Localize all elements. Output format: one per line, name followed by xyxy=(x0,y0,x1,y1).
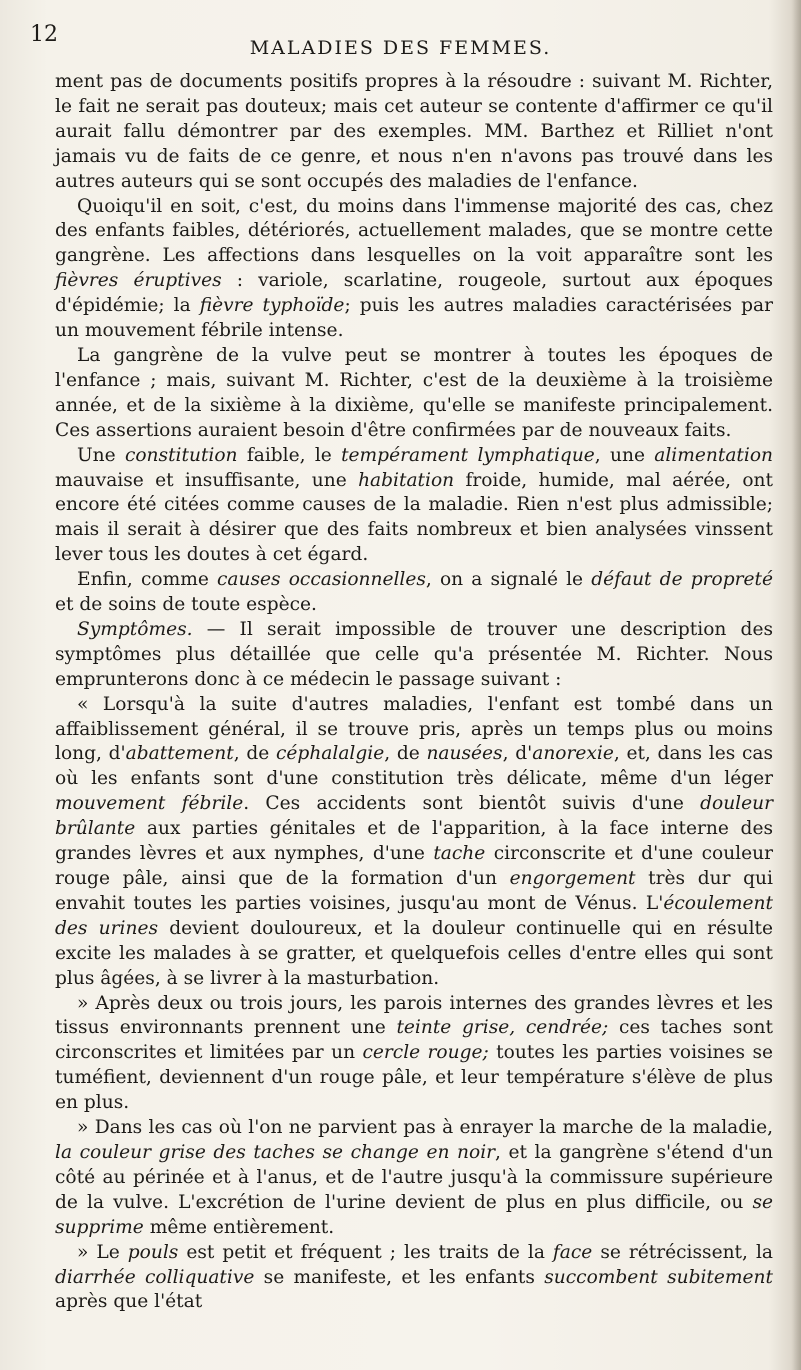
text-run: : variole, scarlatine, rougeole, surtout aux époques d'épidémie; la xyxy=(55,270,773,317)
italic-run: céphalalgie xyxy=(276,743,385,765)
italic-run: constitution xyxy=(124,444,238,466)
text-run: mauvaise et insuffisante, une xyxy=(55,469,359,491)
paragraph xyxy=(55,568,773,618)
text-run: très dur qui envahit toutes les parties voisines, jusqu'au mont de Vénus. L' xyxy=(55,868,773,914)
italic-run: nausées xyxy=(426,743,503,765)
italic-run: la couleur grise des taches se change en noir xyxy=(55,1141,496,1163)
text-run: faible, le xyxy=(237,444,342,466)
text-run: » Dans les cas où l'on ne parvient pas à enrayer la marche de la maladie, xyxy=(77,1117,773,1139)
italic-run: tempérament lymphatique xyxy=(341,444,595,466)
italic-run: écoulement des urines xyxy=(55,892,773,939)
italic-run: alimentation xyxy=(654,444,774,466)
text-run: est petit et fréquent ; les traits de la xyxy=(178,1241,553,1263)
text-run: Une xyxy=(77,444,125,466)
italic-run: Symptômes. xyxy=(77,618,193,640)
paragraph xyxy=(55,195,773,344)
text-run: froide, humide, mal aérée, ont encore été citées comme causes de la maladie. Rien n'est plus admissible; mais il serait à désirer que des faits nombreux et bien analysées vinssent lever tous les doutes à cet égard. xyxy=(55,469,773,566)
paragraph xyxy=(55,693,773,992)
italic-run: se supprime xyxy=(55,1191,773,1238)
page-edge-shadow xyxy=(791,0,801,1370)
text-run: « Lorsqu'à la suite d'autres maladies, l'enfant est tombé dans un affaiblissement général, il se trouve pris, après un temps plus ou moins long, d' xyxy=(55,693,773,765)
text-run: , de xyxy=(384,743,427,765)
text-run: , et, dans les cas où les enfants sont d'une constitution très délicate, même d'un léger xyxy=(55,743,773,790)
italic-run: abattement xyxy=(125,743,234,765)
text-run: , on a signalé le xyxy=(425,569,592,591)
italic-run: douleur brûlante xyxy=(55,793,773,840)
italic-run: fièvre typhoïde xyxy=(199,295,345,317)
text-run: La gangrène de la vulve peut se montrer à toutes les époques de l'enfance ; mais, suivant M. Richter, c'est de la deuxième à la troisième année, et de la sixième à la dixième, qu'elle se manifeste principalement. Ces assertions auraient besoin d'être confirmées par de nouveaux faits. xyxy=(55,344,773,441)
italic-run: habitation xyxy=(358,469,455,491)
text-run: se manifeste, et les enfants xyxy=(254,1266,545,1288)
italic-run: diarrhée colliquative xyxy=(55,1266,255,1288)
text-run: se rétrécissent, la xyxy=(592,1241,773,1263)
text-run: aux parties génitales et de l'apparition, à la face interne des grandes lèvres et aux nymphes, d'une xyxy=(55,818,773,865)
text-run: , une xyxy=(594,444,655,466)
text-run: ; puis les autres maladies caractérisées par un mouvement fébrile intense. xyxy=(55,295,773,342)
text-run: , et la gangrène s'étend d'un côté au périnée et à l'anus, et de l'autre jusqu'à la commissure supérieure de la vulve. L'excrétion de l'urine devient de plus en plus difficile, ou xyxy=(55,1141,773,1213)
italic-run: succombent subitement xyxy=(544,1266,773,1288)
italic-run: teinte grise, cendrée; xyxy=(396,1017,609,1039)
italic-run: engorgement xyxy=(509,868,636,889)
italic-run: causes occasionnelles xyxy=(217,569,426,591)
paragraph xyxy=(55,618,773,693)
text-run: devient douloureux, et la douleur continuelle qui en résulte excite les malades à se gratter, et quelquefois celles d'entre elles qui sont plus âgées, à se livrer à la masturbation. xyxy=(55,917,773,989)
text-run: » Après deux ou trois jours, les parois internes des grandes lèvres et les tissus environnants prennent une xyxy=(55,992,773,1039)
italic-run: mouvement fébrile xyxy=(55,793,244,815)
paragraph xyxy=(55,1116,773,1241)
text-run: et de soins de toute espèce. xyxy=(55,594,317,616)
text-run: même entièrement. xyxy=(143,1216,335,1238)
text-run: , de xyxy=(233,743,276,765)
italic-run: cercle rouge; xyxy=(362,1042,489,1064)
text-run: circonscrite et d'une couleur rouge pâle, ainsi que de la formation d'un xyxy=(55,843,773,889)
text-run: . Ces accidents sont bientôt suivis d'une xyxy=(243,793,701,815)
italic-run: face xyxy=(552,1241,593,1263)
paragraph xyxy=(55,992,773,1117)
italic-run: anorexie xyxy=(532,743,614,765)
paragraph xyxy=(55,344,773,444)
text-run: Enfin, comme xyxy=(77,569,218,591)
text-run: ment pas de documents positifs propres à la résoudre : suivant M. Richter, le fait ne serait pas douteux; mais cet auteur se contente d'affirmer ce qu'il aurait fallu démontrer par des exemples. MM. Barthez et Rilliet n'ont jamais vu de faits de ce genre, et nous n'en n'avons pas trouvé dans les autres auteurs qui se sont occupés des maladies de l'enfance. xyxy=(55,71,773,192)
italic-run: défaut de propreté xyxy=(591,569,773,591)
body-text xyxy=(55,70,773,1315)
text-run: toutes les parties voisines se tuméfient, deviennent d'un rouge pâle, et leur température s'élève de plus en plus. xyxy=(55,1042,773,1114)
page-number: 12 xyxy=(30,22,58,47)
text-run: Quoiqu'il en soit, c'est, du moins dans l'immense majorité des cas, chez des enfants faibles, détériorés, actuellement malades, que se montre cette gangrène. Les affections dans lesquelles on la voit apparaître sont les xyxy=(55,195,773,267)
text-run: » Le xyxy=(77,1241,128,1263)
text-run: ces taches sont circonscrites et limitées par un xyxy=(55,1017,774,1064)
paragraph xyxy=(55,444,773,569)
paragraph xyxy=(55,1241,773,1316)
text-run: — Il serait impossible de trouver une description des symptômes plus détaillée que celle qu'a présentée M. Richter. Nous emprunterons donc à ce médecin le passage suivant : xyxy=(55,618,773,690)
italic-run: fièvres éruptives xyxy=(55,270,222,292)
italic-run: pouls xyxy=(127,1241,179,1263)
text-run: après que l'état xyxy=(55,1291,203,1313)
text-run: , d' xyxy=(502,743,533,765)
running-title: MALADIES DES FEMMES. xyxy=(249,37,552,59)
paragraph xyxy=(55,70,773,195)
italic-run: tache xyxy=(433,843,486,865)
